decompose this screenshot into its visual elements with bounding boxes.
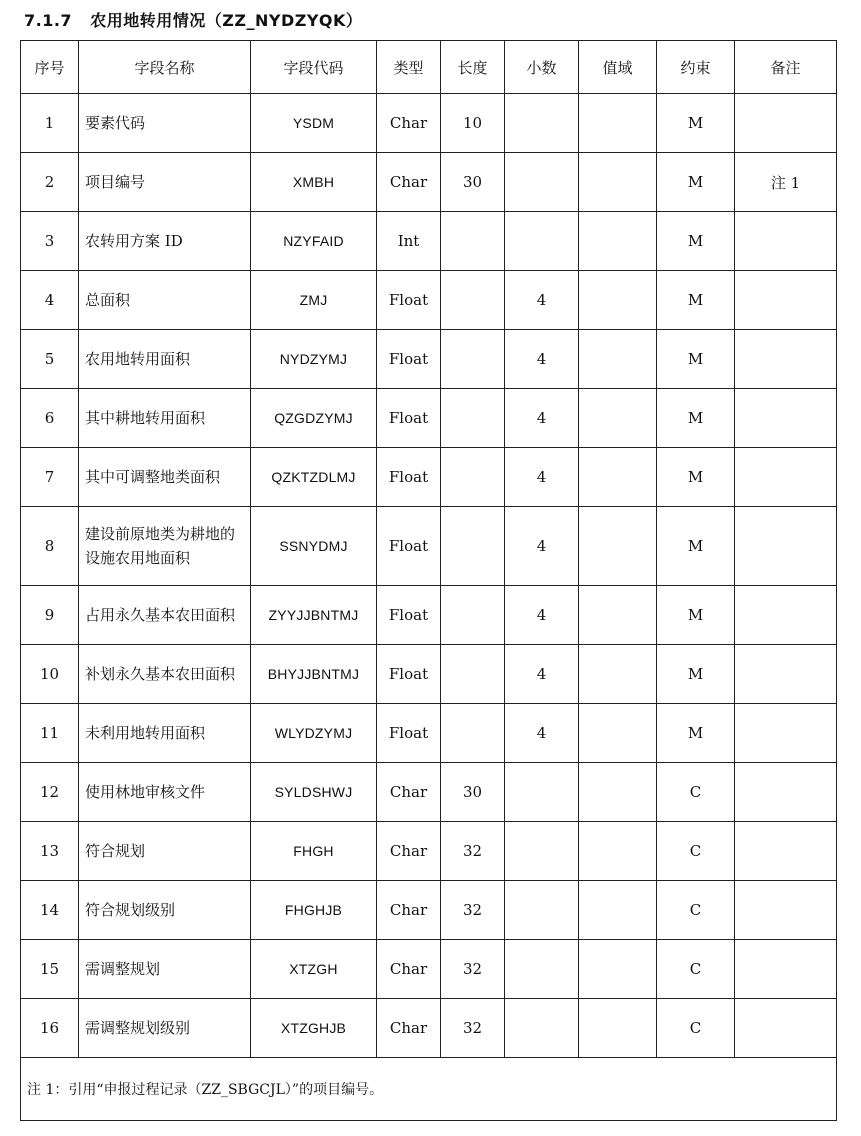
cell-constraint: M: [657, 507, 735, 586]
cell-index: 7: [21, 448, 79, 507]
cell-domain: [579, 507, 657, 586]
cell-domain: [579, 704, 657, 763]
cell-decimals: [505, 881, 579, 940]
header-cell-domain: 值域: [579, 41, 657, 94]
cell-constraint: C: [657, 999, 735, 1058]
cell-index: 4: [21, 271, 79, 330]
cell-remark: [735, 586, 837, 645]
table-row: [21, 586, 837, 645]
cell-type: Char: [377, 822, 441, 881]
cell-index: 5: [21, 330, 79, 389]
cell-domain: [579, 940, 657, 999]
cell-length: [441, 704, 505, 763]
cell-field-code: WLYDZYMJ: [251, 704, 377, 763]
cell-decimals: [505, 153, 579, 212]
cell-decimals: 4: [505, 704, 579, 763]
cell-length: [441, 212, 505, 271]
table-row: [21, 763, 837, 822]
cell-field-name: 要素代码: [79, 94, 251, 153]
cell-domain: [579, 999, 657, 1058]
table-row: [21, 153, 837, 212]
table-row: [21, 448, 837, 507]
cell-type: Float: [377, 586, 441, 645]
cell-remark: 注 1: [735, 153, 837, 212]
cell-length: [441, 586, 505, 645]
cell-field-name: 其中可调整地类面积: [79, 448, 251, 507]
cell-remark: [735, 704, 837, 763]
header-cell-field-code: 字段代码: [251, 41, 377, 94]
cell-remark: [735, 999, 837, 1058]
cell-index: 2: [21, 153, 79, 212]
cell-constraint: C: [657, 822, 735, 881]
cell-length: 30: [441, 153, 505, 212]
cell-field-code: XTZGHJB: [251, 999, 377, 1058]
cell-constraint: M: [657, 704, 735, 763]
cell-length: 32: [441, 999, 505, 1058]
cell-domain: [579, 330, 657, 389]
table-note: 注 1：引用“申报过程记录（ZZ_SBGCJL）”的项目编号。: [21, 1058, 837, 1121]
table-row: [21, 271, 837, 330]
cell-decimals: 4: [505, 389, 579, 448]
cell-field-code: SSNYDMJ: [251, 507, 377, 586]
cell-domain: [579, 389, 657, 448]
cell-domain: [579, 212, 657, 271]
cell-field-code: BHYJJBNTMJ: [251, 645, 377, 704]
header-cell-constraint: 约束: [657, 41, 735, 94]
cell-domain: [579, 881, 657, 940]
cell-constraint: M: [657, 645, 735, 704]
cell-field-name: 项目编号: [79, 153, 251, 212]
table-row: [21, 881, 837, 940]
header-cell-field-name: 字段名称: [79, 41, 251, 94]
cell-index: 16: [21, 999, 79, 1058]
cell-field-name: 农转用方案 ID: [79, 212, 251, 271]
table-row: [21, 645, 837, 704]
cell-length: 10: [441, 94, 505, 153]
cell-type: Float: [377, 645, 441, 704]
cell-type: Int: [377, 212, 441, 271]
cell-decimals: 4: [505, 586, 579, 645]
field-definition-table: [20, 40, 837, 1121]
cell-remark: [735, 448, 837, 507]
table-row: [21, 212, 837, 271]
cell-index: 15: [21, 940, 79, 999]
cell-field-name: 未利用地转用面积: [79, 704, 251, 763]
cell-remark: [735, 212, 837, 271]
cell-constraint: C: [657, 763, 735, 822]
cell-domain: [579, 448, 657, 507]
header-cell-decimals: 小数: [505, 41, 579, 94]
cell-field-code: NYDZYMJ: [251, 330, 377, 389]
cell-constraint: M: [657, 389, 735, 448]
cell-type: Char: [377, 940, 441, 999]
table-body: [21, 94, 837, 1058]
header-cell-type: 类型: [377, 41, 441, 94]
section-title: 农用地转用情况（ZZ_NYDZYQK）: [90, 11, 363, 30]
cell-field-name: 总面积: [79, 271, 251, 330]
cell-field-name: 补划永久基本农田面积: [79, 645, 251, 704]
cell-remark: [735, 881, 837, 940]
cell-field-name: 其中耕地转用面积: [79, 389, 251, 448]
cell-domain: [579, 586, 657, 645]
cell-decimals: [505, 822, 579, 881]
cell-type: Float: [377, 271, 441, 330]
cell-remark: [735, 94, 837, 153]
cell-type: Char: [377, 999, 441, 1058]
cell-constraint: M: [657, 94, 735, 153]
cell-field-code: XMBH: [251, 153, 377, 212]
section-number: 7.1.7: [24, 11, 73, 30]
cell-index: 8: [21, 507, 79, 586]
cell-field-code: ZYYJJBNTMJ: [251, 586, 377, 645]
cell-field-name: 需调整规划级别: [79, 999, 251, 1058]
table-row: [21, 94, 837, 153]
cell-length: [441, 330, 505, 389]
cell-constraint: M: [657, 153, 735, 212]
cell-length: 32: [441, 940, 505, 999]
cell-constraint: M: [657, 448, 735, 507]
cell-constraint: C: [657, 940, 735, 999]
cell-remark: [735, 822, 837, 881]
table-header-row: [21, 41, 837, 94]
cell-field-name: 使用林地审核文件: [79, 763, 251, 822]
cell-remark: [735, 507, 837, 586]
cell-field-name: 符合规划级别: [79, 881, 251, 940]
header-cell-index: 序号: [21, 41, 79, 94]
table-row: [21, 940, 837, 999]
table-row: [21, 999, 837, 1058]
cell-field-name: 占用永久基本农田面积: [79, 586, 251, 645]
cell-domain: [579, 94, 657, 153]
cell-remark: [735, 330, 837, 389]
cell-constraint: M: [657, 212, 735, 271]
cell-type: Float: [377, 704, 441, 763]
cell-field-code: FHGHJB: [251, 881, 377, 940]
cell-remark: [735, 645, 837, 704]
cell-index: 6: [21, 389, 79, 448]
cell-domain: [579, 153, 657, 212]
cell-field-name: 符合规划: [79, 822, 251, 881]
cell-domain: [579, 645, 657, 704]
cell-remark: [735, 763, 837, 822]
cell-type: Char: [377, 153, 441, 212]
cell-field-code: QZKTZDLMJ: [251, 448, 377, 507]
table-note-row: [21, 1058, 837, 1121]
cell-decimals: [505, 94, 579, 153]
cell-constraint: M: [657, 330, 735, 389]
cell-constraint: C: [657, 881, 735, 940]
cell-type: Char: [377, 881, 441, 940]
header-cell-remark: 备注: [735, 41, 837, 94]
cell-length: [441, 448, 505, 507]
cell-remark: [735, 940, 837, 999]
cell-index: 10: [21, 645, 79, 704]
table-row: [21, 389, 837, 448]
cell-type: Char: [377, 94, 441, 153]
cell-length: 30: [441, 763, 505, 822]
cell-type: Float: [377, 448, 441, 507]
table-row: [21, 704, 837, 763]
cell-index: 14: [21, 881, 79, 940]
cell-decimals: 4: [505, 271, 579, 330]
cell-decimals: 4: [505, 507, 579, 586]
cell-field-name: 建设前原地类为耕地的设施农用地面积: [79, 507, 251, 586]
table-row: [21, 507, 837, 586]
cell-decimals: [505, 940, 579, 999]
cell-type: Char: [377, 763, 441, 822]
cell-index: 1: [21, 94, 79, 153]
cell-field-code: ZMJ: [251, 271, 377, 330]
cell-type: Float: [377, 389, 441, 448]
cell-decimals: [505, 212, 579, 271]
cell-domain: [579, 822, 657, 881]
cell-field-code: SYLDSHWJ: [251, 763, 377, 822]
cell-length: 32: [441, 822, 505, 881]
header-cell-length: 长度: [441, 41, 505, 94]
cell-index: 11: [21, 704, 79, 763]
cell-index: 12: [21, 763, 79, 822]
cell-type: Float: [377, 507, 441, 586]
section-heading: [24, 8, 362, 31]
cell-field-code: QZGDZYMJ: [251, 389, 377, 448]
cell-length: [441, 507, 505, 586]
table-row: [21, 330, 837, 389]
cell-length: 32: [441, 881, 505, 940]
cell-decimals: 4: [505, 448, 579, 507]
cell-index: 3: [21, 212, 79, 271]
cell-field-code: YSDM: [251, 94, 377, 153]
cell-length: [441, 271, 505, 330]
cell-remark: [735, 271, 837, 330]
cell-field-name: 需调整规划: [79, 940, 251, 999]
cell-field-code: XTZGH: [251, 940, 377, 999]
table-row: [21, 822, 837, 881]
cell-decimals: [505, 763, 579, 822]
cell-type: Float: [377, 330, 441, 389]
cell-decimals: 4: [505, 330, 579, 389]
cell-decimals: 4: [505, 645, 579, 704]
cell-constraint: M: [657, 271, 735, 330]
cell-remark: [735, 389, 837, 448]
cell-length: [441, 645, 505, 704]
cell-index: 13: [21, 822, 79, 881]
cell-field-code: FHGH: [251, 822, 377, 881]
cell-decimals: [505, 999, 579, 1058]
cell-field-code: NZYFAID: [251, 212, 377, 271]
cell-index: 9: [21, 586, 79, 645]
cell-field-name: 农用地转用面积: [79, 330, 251, 389]
cell-length: [441, 389, 505, 448]
cell-domain: [579, 763, 657, 822]
cell-domain: [579, 271, 657, 330]
cell-constraint: M: [657, 586, 735, 645]
